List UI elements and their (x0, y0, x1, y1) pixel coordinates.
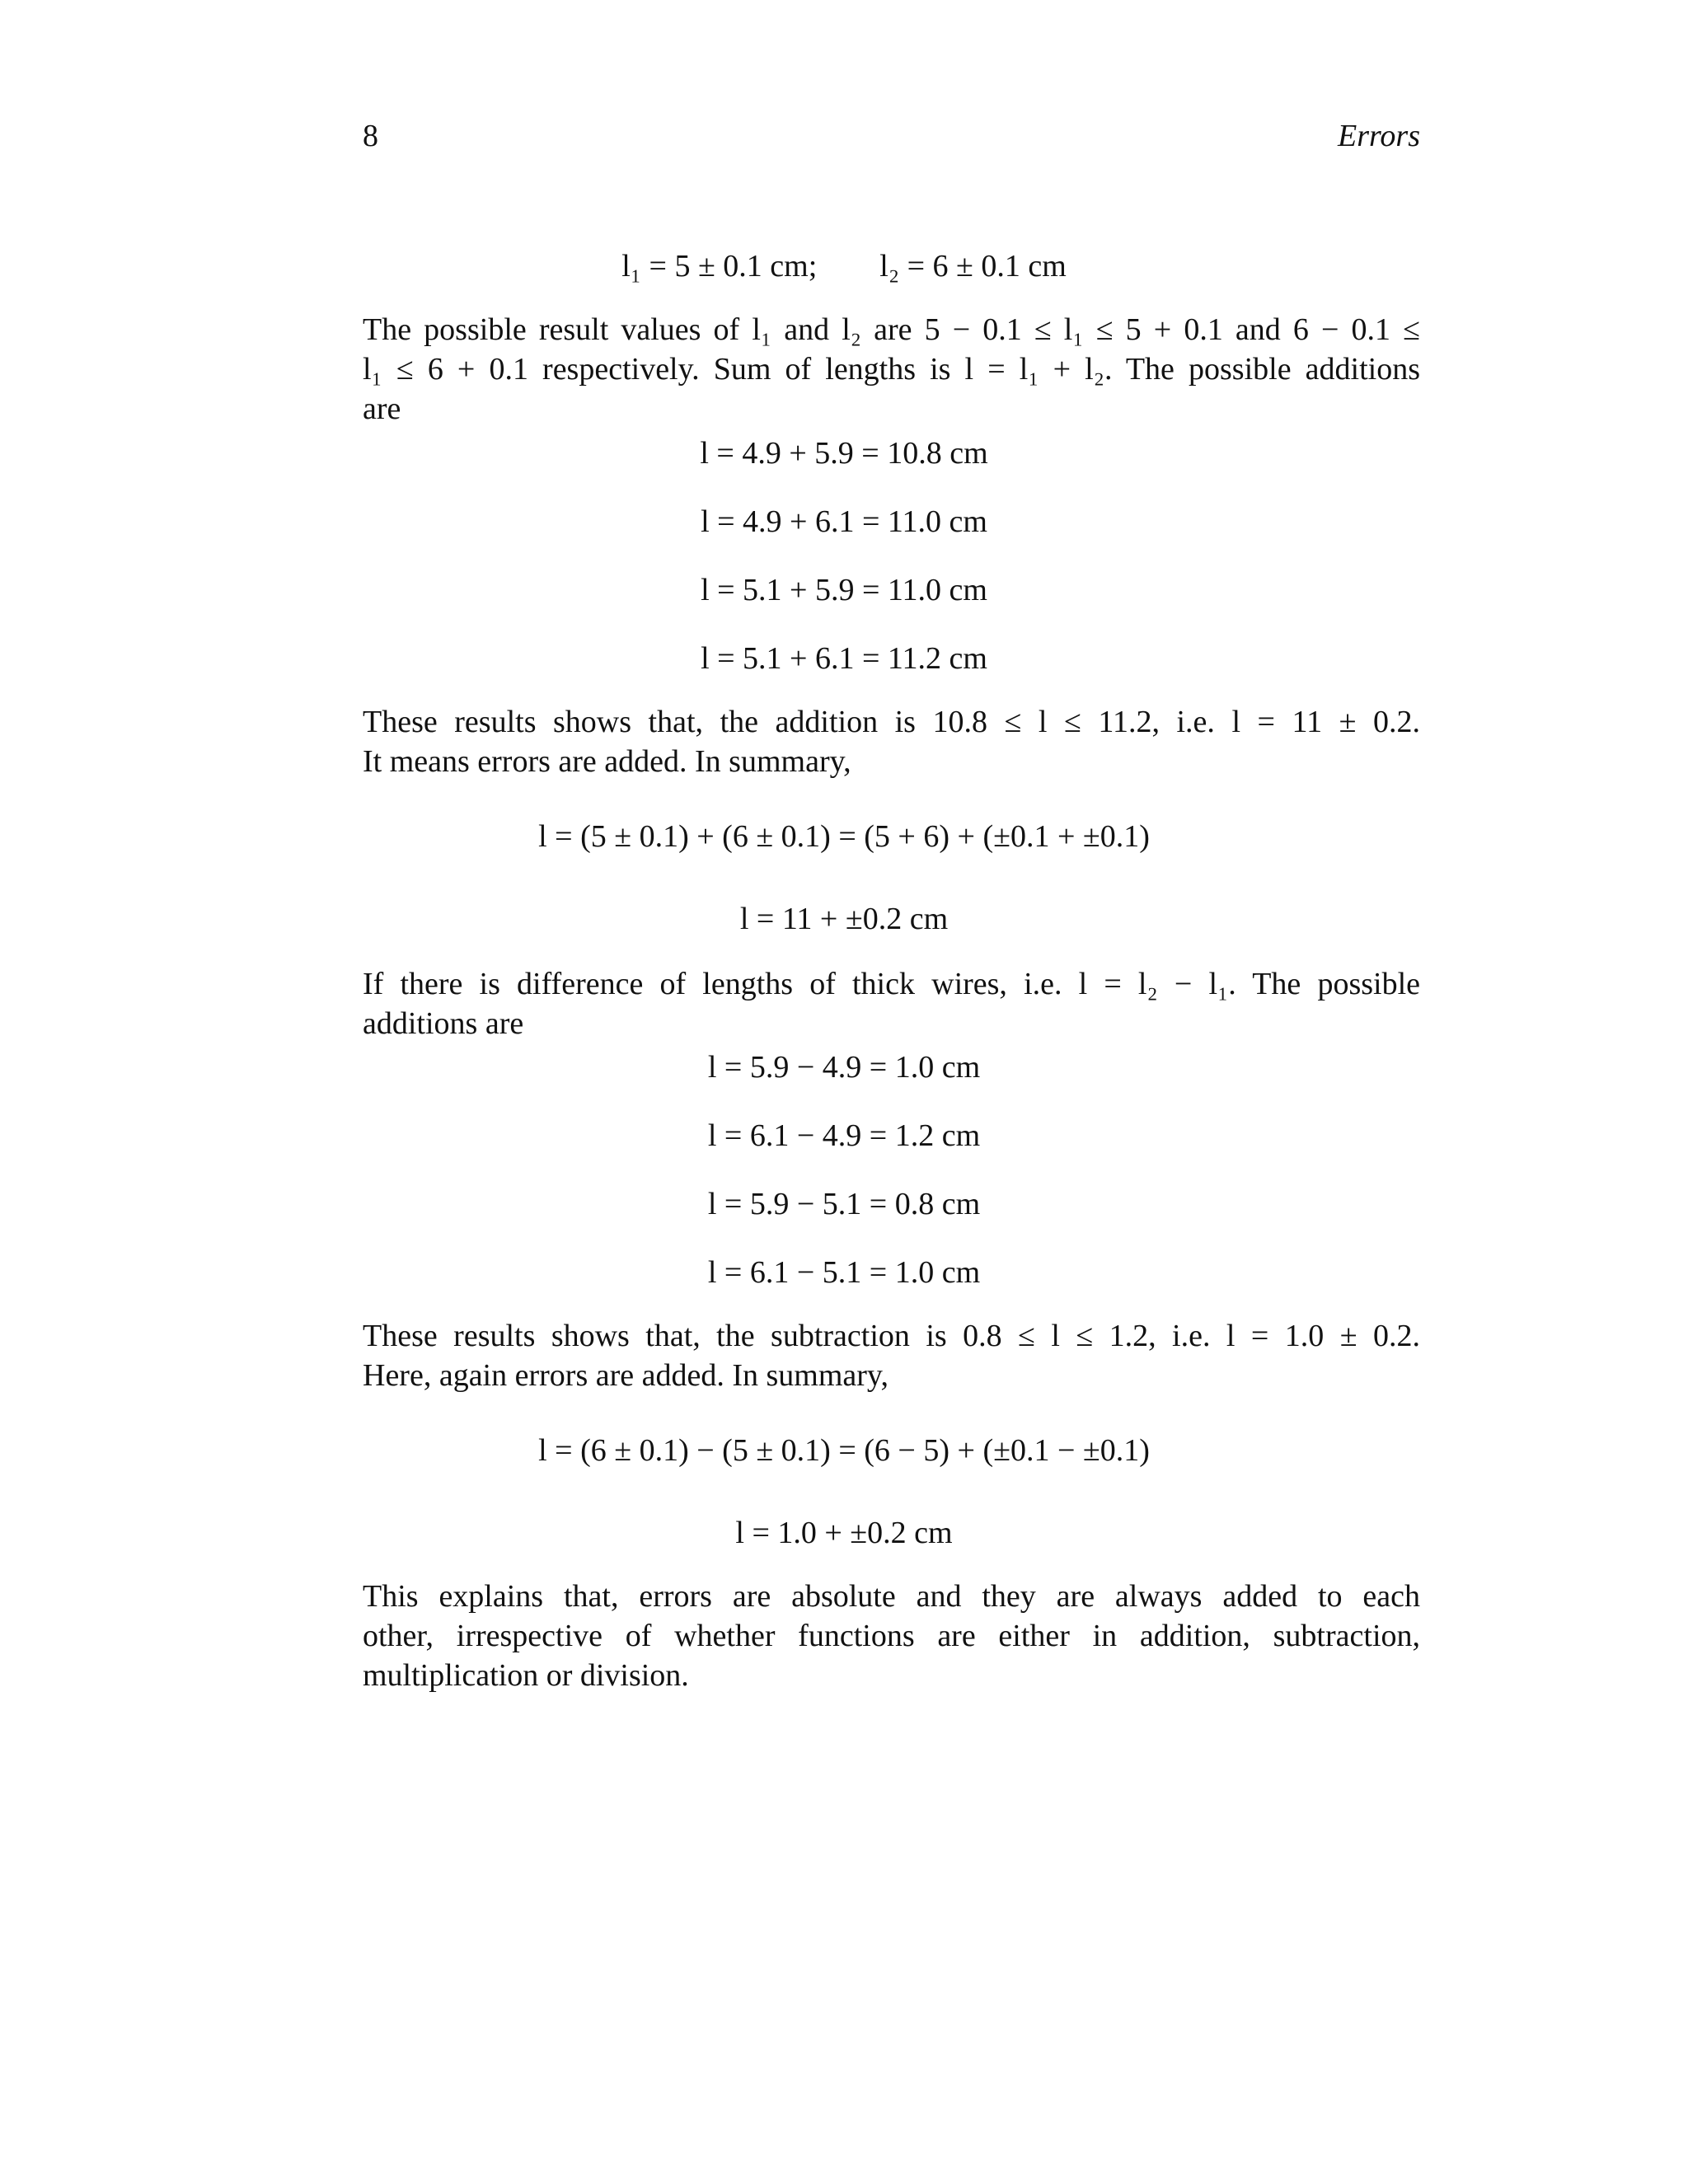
equation-given-lengths: l₁ = 5 ± 0.1 cm; l₂ = 6 ± 0.1 cm (621, 249, 1067, 284)
paragraph-line: are (363, 391, 401, 426)
equation-addition-3: l = 5.1 + 5.9 = 11.0 cm (701, 573, 987, 607)
paragraph-addition-result (363, 702, 1420, 781)
equation-subtraction-summary: l = (6 ± 0.1) − (5 ± 0.1) = (6 − 5) + (±0.1 − ±0.1) (538, 1433, 1150, 1468)
paragraph-line: l₁ ≤ 6 + 0.1 respectively. Sum of lengths is l = l₁ + l₂. The possible additions (363, 352, 1420, 387)
paragraph-difference (363, 964, 1420, 1043)
equation-addition-1: l = 4.9 + 5.9 = 10.8 cm (700, 436, 988, 471)
page-number: 8 (363, 119, 378, 153)
paragraph-line: It means errors are added. In summary, (363, 744, 851, 779)
paragraph-line: multiplication or division. (363, 1658, 689, 1693)
paragraph-line: Here, again errors are added. In summary, (363, 1358, 889, 1393)
equation-addition-summary: l = (5 ± 0.1) + (6 ± 0.1) = (5 + 6) + (±0.1 + ±0.1) (538, 819, 1150, 854)
paragraph-line: additions are (363, 1006, 524, 1041)
paragraph-line: The possible result values of l₁ and l₂ are 5 − 0.1 ≤ l₁ ≤ 5 + 0.1 and 6 − 0.1 ≤ (363, 312, 1420, 347)
paragraph-conclusion (363, 1577, 1420, 1695)
equation-subtraction-1: l = 5.9 − 4.9 = 1.0 cm (707, 1050, 981, 1085)
paragraph-line: other, irrespective of whether functions are either in addition, subtraction, (363, 1619, 1420, 1653)
paragraph-subtraction-result (363, 1316, 1420, 1395)
paragraph-line: These results shows that, the addition is 10.8 ≤ l ≤ 11.2, i.e. l = 11 ± 0.2. (363, 705, 1420, 739)
paragraph-line: These results shows that, the subtraction is 0.8 ≤ l ≤ 1.2, i.e. l = 1.0 ± 0.2. (363, 1319, 1420, 1353)
equation-addition-total: l = 11 + ±0.2 cm (739, 902, 949, 936)
paragraph-line: If there is difference of lengths of thick wires, i.e. l = l₂ − l₁. The possible (363, 967, 1420, 1001)
equation-subtraction-total: l = 1.0 + ±0.2 cm (735, 1516, 953, 1550)
equation-subtraction-3: l = 5.9 − 5.1 = 0.8 cm (707, 1187, 981, 1221)
paragraph-possible-values (363, 310, 1420, 429)
running-header-title: Errors (1338, 119, 1420, 153)
equation-addition-4: l = 5.1 + 6.1 = 11.2 cm (701, 641, 987, 676)
equation-addition-2: l = 4.9 + 6.1 = 11.0 cm (701, 504, 987, 539)
equation-subtraction-2: l = 6.1 − 4.9 = 1.2 cm (707, 1118, 981, 1153)
paragraph-line: This explains that, errors are absolute and they are always added to each (363, 1579, 1420, 1614)
equation-subtraction-4: l = 6.1 − 5.1 = 1.0 cm (707, 1255, 981, 1290)
